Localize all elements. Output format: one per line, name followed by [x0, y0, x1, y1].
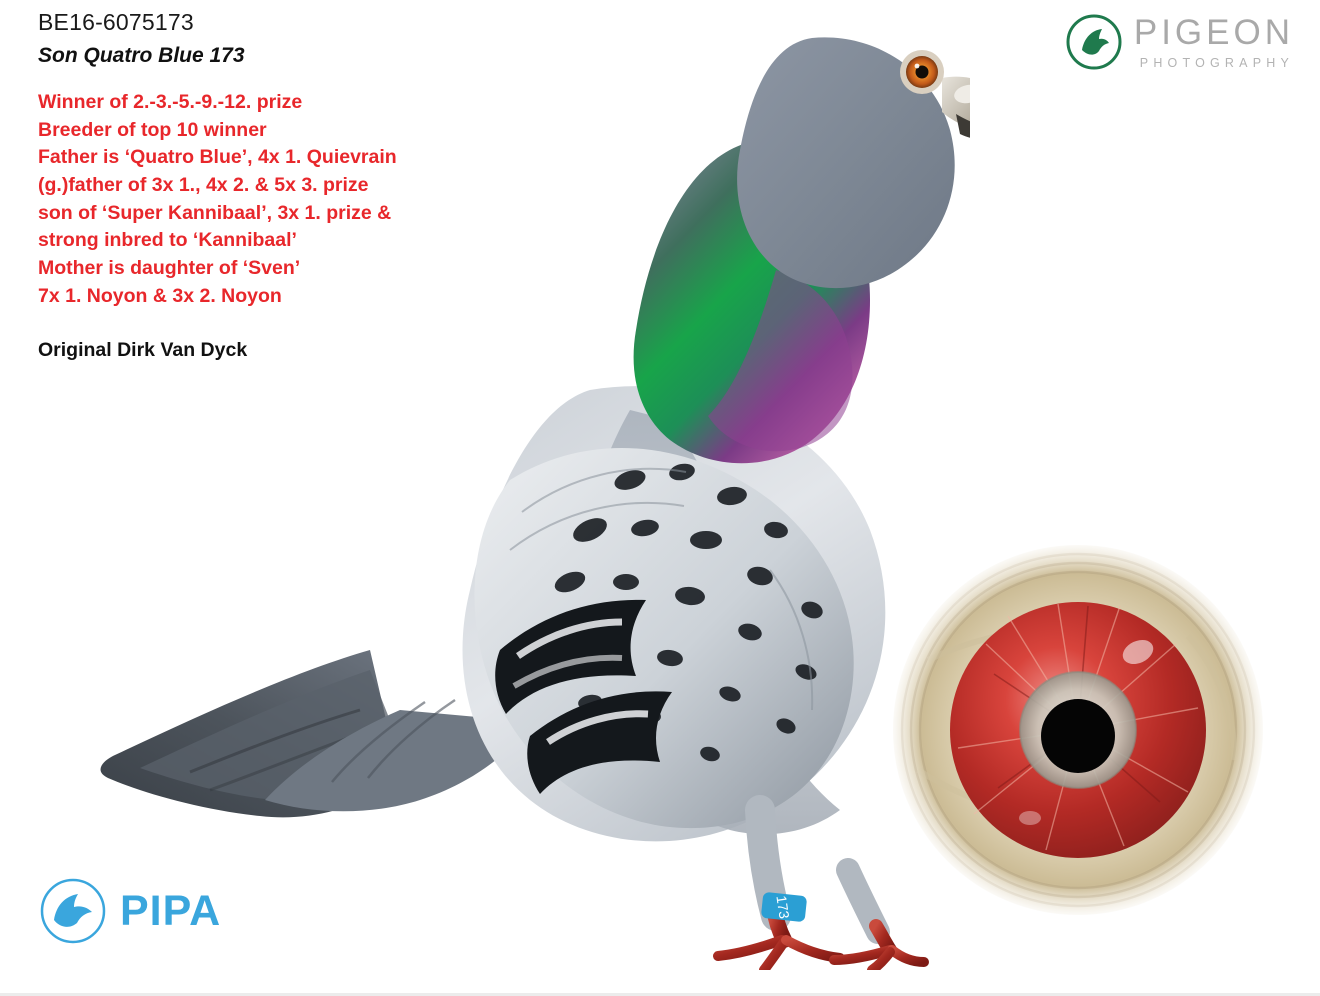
- palmares-line: son of ‘Super Kannibaal’, 3x 1. prize &: [38, 201, 392, 224]
- photographer-subtitle: PHOTOGRAPHY: [1139, 55, 1294, 70]
- pigeon-info-block: [38, 8, 558, 362]
- origin-breeder: Original Dirk Van Dyck: [38, 338, 248, 361]
- palmares-line: Father is ‘Quatro Blue’, 4x 1. Quievrain: [38, 146, 397, 169]
- pipa-logo: [40, 878, 221, 944]
- ring-number: BE16-6075173: [38, 9, 194, 35]
- palmares-list: [38, 89, 558, 311]
- photographer-name: PIGEON: [1133, 12, 1294, 52]
- eye-closeup-photo: [888, 540, 1268, 920]
- leg-band-text: 173: [773, 894, 793, 920]
- palmares-line: strong inbred to ‘Kannibaal’: [38, 229, 297, 252]
- palmares-line: Mother is daughter of ‘Sven’: [38, 257, 301, 280]
- pigeon-in-circle-icon: [1066, 14, 1122, 70]
- bird-name: Son Quatro Blue 173: [38, 43, 245, 67]
- photographer-wordmark: [1133, 12, 1294, 70]
- palmares-line: 7x 1. Noyon & 3x 2. Noyon: [38, 284, 282, 307]
- pipa-wordmark: PIPA: [120, 886, 222, 935]
- palmares-line: Winner of 2.-3.-5.-9.-12. prize: [38, 91, 303, 113]
- palmares-line: Breeder of top 10 winner: [38, 118, 267, 141]
- pipa-bird-circle-icon: [40, 878, 106, 944]
- photographer-logo: [1066, 14, 1294, 70]
- palmares-line: (g.)father of 3x 1., 4x 2. & 5x 3. prize: [38, 174, 369, 197]
